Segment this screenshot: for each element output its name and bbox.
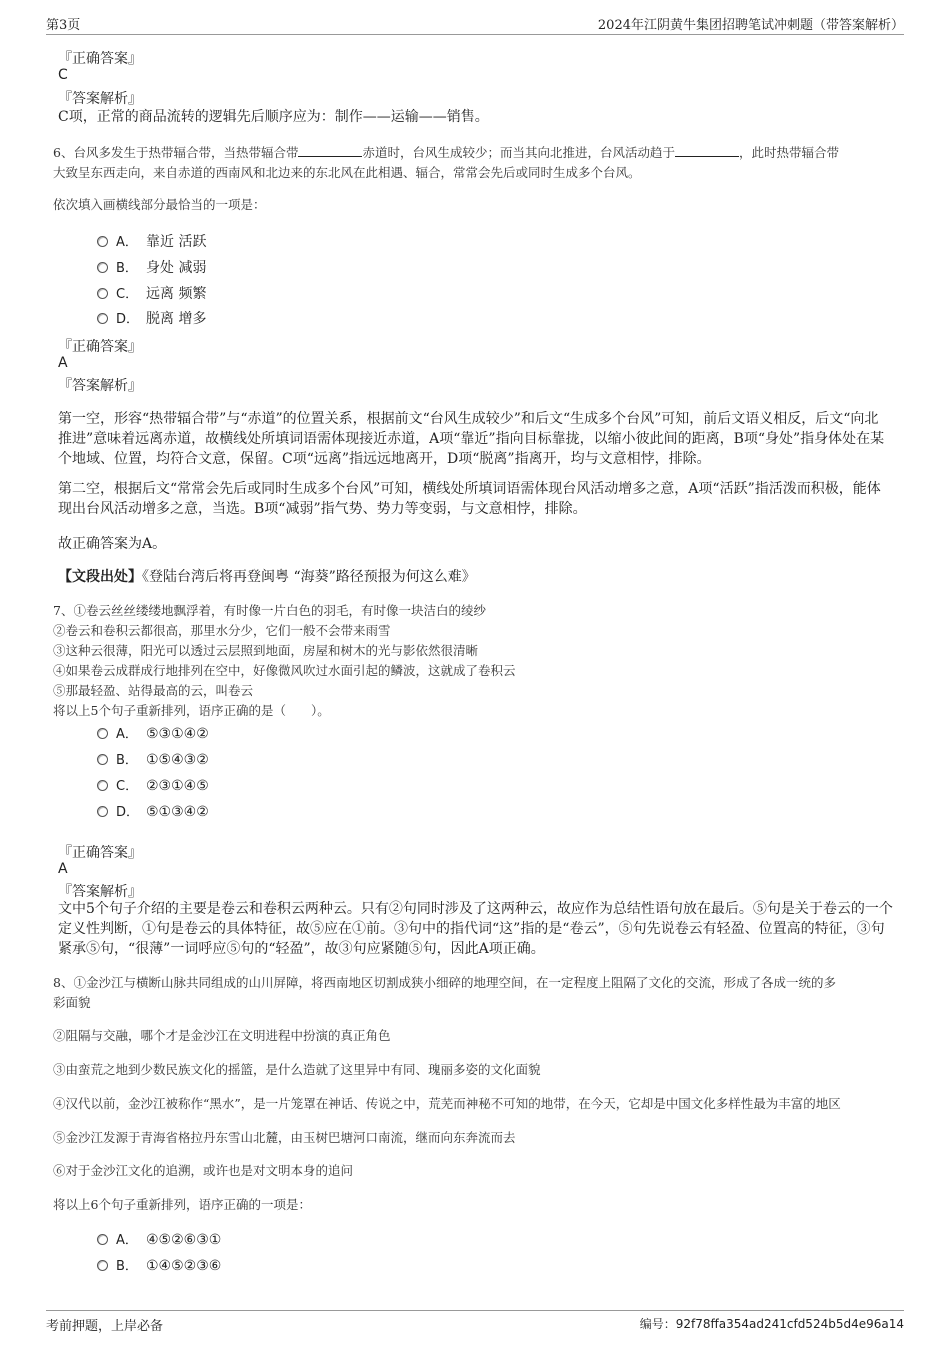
q7-line: 7、①卷云丝丝缕缕地飘浮着，有时像一片白色的羽毛，有时像一块洁白的绫纱 — [53, 603, 486, 618]
q8-sentence: ⑤金沙江发源于青海省格拉丹东雪山北麓，由玉树巴塘河口南流，继而向东奔流而去 — [53, 1130, 516, 1145]
option-c[interactable]: C． 远离 频繁 — [97, 283, 206, 303]
analysis-label: 『答案解析』 — [58, 91, 142, 107]
footer-slogan: 考前押题，上岸必备 — [46, 1319, 164, 1334]
option-a[interactable]: A． 靠近 活跃 — [97, 231, 206, 251]
radio-icon[interactable] — [97, 728, 108, 739]
q6-analysis-p1: 第一空，形容“热带辐合带”与“赤道”的位置关系，根据前文“台风生成较少”和后文“生成多个台风”可知，前后文语义相反，后文“向北推进”意味着远离赤道，故横线处所填词语需体现接近赤道，A项“靠近”指向目标靠拢，以缩小彼此间的距离，B项“身处”指身体处在某个地域、位置，均符合文意，保留。C项“远离”指远远地离开，D项“脱离”指离开，均与文意相悖，排除。 — [58, 411, 885, 467]
q5-answer: C — [58, 67, 68, 83]
q6-stem-line2: 大致呈东西走向，来自赤道的西南风和北边来的东北风在此相遇、辐合，常常会先后或同时生成多个台风。 — [53, 165, 641, 180]
radio-icon[interactable] — [97, 780, 108, 791]
option-b[interactable]: B． ①④⑤②③⑥ — [97, 1255, 221, 1274]
option-c[interactable]: C． ②③①④⑤ — [97, 775, 209, 794]
option-a[interactable]: A． ④⑤②⑥③① — [97, 1229, 221, 1248]
option-b[interactable]: B． 身处 减弱 — [97, 257, 206, 277]
radio-icon[interactable] — [97, 262, 108, 273]
option-a[interactable]: A． ⑤③①④② — [97, 723, 209, 742]
radio-icon[interactable] — [97, 1260, 108, 1271]
q6-source: 【文段出处】《登陆台湾后将再登闽粤 “海葵”路径预报为何这么难》 — [58, 569, 476, 585]
q7-prompt: 将以上5个句子重新排列，语序正确的是（ ）。 — [53, 703, 330, 718]
option-b[interactable]: B． ①⑤④③② — [97, 749, 209, 768]
option-d[interactable]: D． ⑤①③④② — [97, 801, 209, 820]
radio-icon[interactable] — [97, 754, 108, 765]
q8-sentence: ⑥对于金沙江文化的追溯，或许也是对文明本身的追问 — [53, 1163, 354, 1178]
q7-analysis: 文中5个句子介绍的主要是卷云和卷积云两种云。只有②句同时涉及了这两种云，故应作为总结性语句放在最后。⑤句是关于卷云的一个定义性判断，①句是卷云的具体特征，故⑤应在①前。③句中的指代词“这”指的是“卷云”，⑤句先说卷云有轻盈、位置高的特征，③句紧承⑤句，“很薄”一词呼应⑤句的“轻盈”，故③句应紧随⑤句，因此A项正确。 — [58, 901, 893, 957]
radio-icon[interactable] — [97, 313, 108, 324]
answer-label: 『正确答案』 — [58, 339, 142, 355]
document-title: 2024年江阴黄牛集团招聘笔试冲刺题（带答案解析） — [597, 18, 904, 33]
q6-prompt: 依次填入画横线部分最恰当的一项是： — [53, 197, 266, 212]
q7-line: ④如果卷云成群成行地排列在空中，好像微风吹过水面引起的鳞波，这就成了卷积云 — [53, 663, 516, 678]
fill-blank — [298, 144, 362, 157]
answer-label: 『正确答案』 — [58, 845, 142, 861]
q7-line: ⑤那最轻盈、站得最高的云，叫卷云 — [53, 683, 254, 698]
answer-label: 『正确答案』 — [58, 51, 142, 67]
fill-blank — [675, 144, 739, 157]
radio-icon[interactable] — [97, 806, 108, 817]
q8-sentence: ④汉代以前，金沙江被称作“黑水”，是一片笼罩在神话、传说之中，荒芜而神秘不可知的地带，在今天，它却是中国文化多样性最为丰富的地区 — [53, 1096, 841, 1111]
analysis-label: 『答案解析』 — [58, 378, 142, 394]
q7-line: ②卷云和卷积云都很高，那里水分少，它们一般不会带来雨雪 — [53, 623, 391, 638]
q8-line: 8、①金沙江与横断山脉共同组成的山川屏障，将西南地区切割成狭小细碎的地理空间，在一定程度上阻隔了文化的交流，形成了各成一统的多 — [53, 975, 836, 990]
option-d[interactable]: D． 脱离 增多 — [97, 308, 206, 328]
q5-analysis: C项，正常的商品流转的逻辑先后顺序应为：制作——运输——销售。 — [58, 109, 489, 125]
q6-conclusion: 故正确答案为A。 — [58, 536, 167, 552]
q6-analysis-p2: 第二空，根据后文“常常会先后或同时生成多个台风”可知，横线处所填词语需体现台风活动增多之意，A项“活跃”指活泼而积极，能体现出台风活动增多之意，当选。B项“减弱”指气势、势力等变弱，与文意相悖，排除。 — [58, 481, 881, 517]
page-footer — [46, 1310, 904, 1335]
q8-line: 彩面貌 — [53, 995, 91, 1010]
page-header — [46, 12, 904, 35]
q8-prompt: 将以上6个句子重新排列，语序正确的一项是： — [53, 1197, 311, 1212]
q8-sentence: ②阻隔与交融，哪个才是金沙江在文明进程中扮演的真正角色 — [53, 1028, 391, 1043]
q6-answer: A — [58, 355, 68, 371]
page-number: 第3页 — [46, 18, 81, 33]
document-code: 编号：92f78ffa354ad241cfd524b5d4e96a14 — [639, 1317, 904, 1331]
radio-icon[interactable] — [97, 236, 108, 247]
q8-sentence: ③由蛮荒之地到少数民族文化的摇篮，是什么造就了这里异中有同、瑰丽多姿的文化面貌 — [53, 1062, 541, 1077]
analysis-label: 『答案解析』 — [58, 884, 142, 900]
q6-stem: 6、台风多发生于热带辐合带，当热带辐合带 赤道时，台风生成较少；而当其向北推进，台风活动趋于 ，此时热带辐合带 — [53, 145, 839, 160]
radio-icon[interactable] — [97, 288, 108, 299]
q7-line: ③这种云很薄，阳光可以透过云层照到地面，房屋和树木的光与影依然很清晰 — [53, 643, 479, 658]
radio-icon[interactable] — [97, 1234, 108, 1245]
q7-answer: A — [58, 861, 68, 877]
